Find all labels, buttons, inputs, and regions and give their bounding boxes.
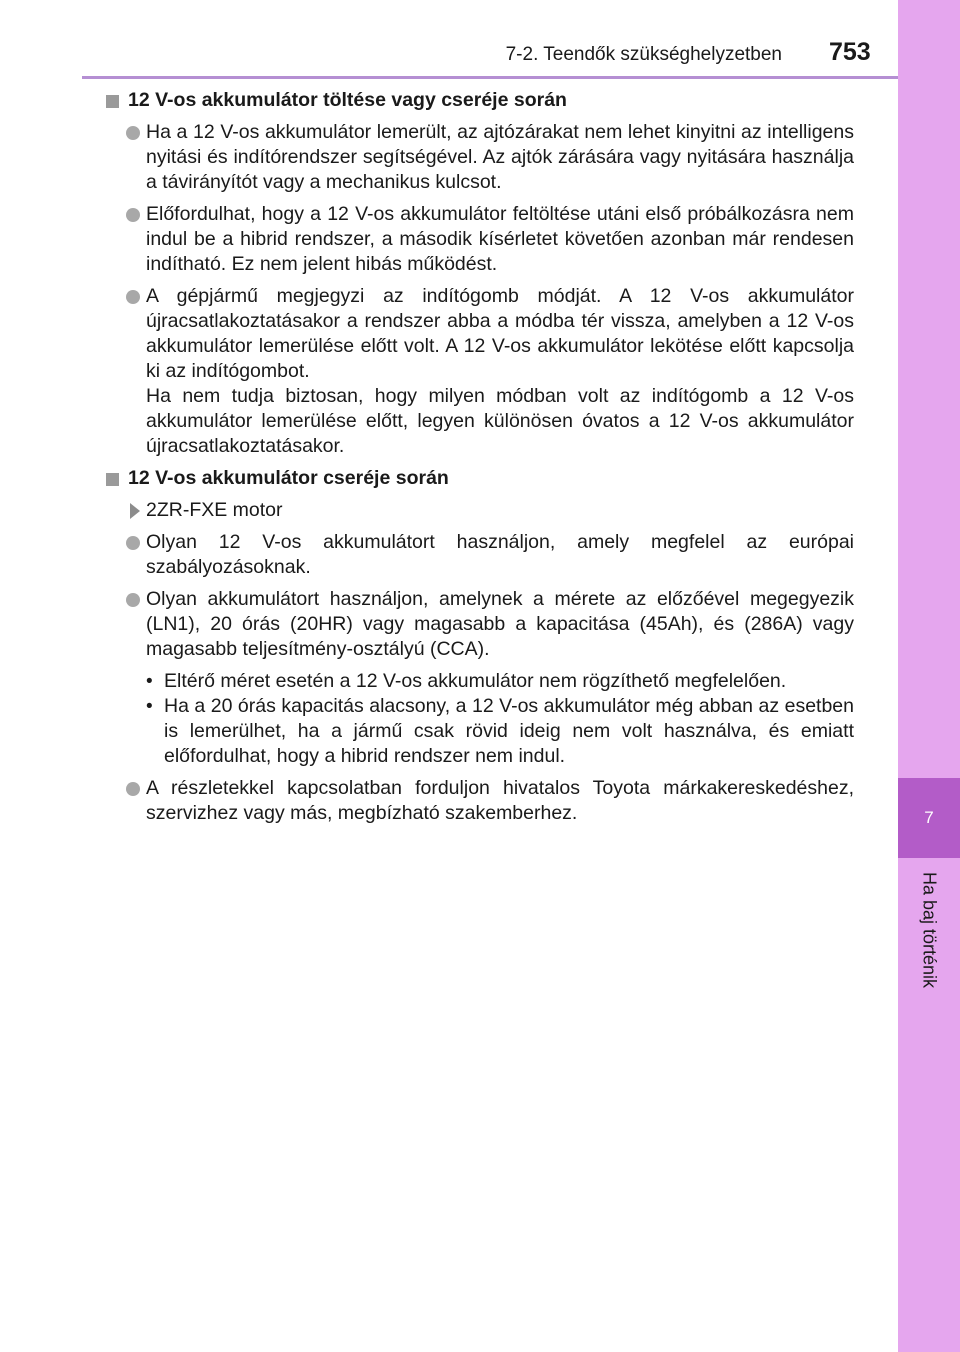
dot-bullet-icon: • bbox=[146, 671, 153, 692]
sub-list-item bbox=[104, 694, 854, 769]
sub-list-item bbox=[104, 669, 854, 694]
circle-bullet-icon bbox=[126, 782, 140, 796]
list-item bbox=[104, 587, 854, 662]
section-heading-text: 12 V-os akkumulátor töltése vagy cseréje során bbox=[128, 89, 567, 111]
section-heading bbox=[104, 88, 854, 113]
list-item bbox=[104, 202, 854, 277]
square-bullet-icon bbox=[106, 473, 119, 486]
chapter-title-tab: Ha baj történik bbox=[919, 871, 940, 989]
engine-variant-label bbox=[104, 498, 854, 523]
list-item-text: A részletekkel kapcsolatban forduljon hivatalos Toyota márkakereskedéshez, szervizhez vagy más, megbízható szakemberhez. bbox=[146, 777, 854, 824]
list-item bbox=[104, 530, 854, 580]
list-item-text: Olyan akkumulátort használjon, amelynek a mérete az előzőével megegyezik (LN1), 20 órás (20HR) vagy magasabb a kapacitása (45Ah), és (286A) vagy magasabb teljesítmény-osztályú (CCA). bbox=[146, 588, 854, 660]
circle-bullet-icon bbox=[126, 126, 140, 140]
sub-list bbox=[104, 669, 854, 769]
section-heading bbox=[104, 466, 854, 491]
list-item bbox=[104, 120, 854, 195]
circle-bullet-icon bbox=[126, 593, 140, 607]
circle-bullet-icon bbox=[126, 290, 140, 304]
list-item-text: A gépjármű megjegyzi az indítógomb módját. A 12 V-os akkumulátor újracsatlakoztatásakor a rendszer abba a módba tér vissza, amelyben a 12 V-os akkumulátor lemerülése előtt volt. A 12 V-os akkumulátor lekötése előtt kapcsolja ki az indítógombot. bbox=[146, 285, 854, 382]
sub-list-item-text: Ha a 20 órás kapacitás alacsony, a 12 V-os akkumulátor még abban az esetben is lemerülhet, ha a jármű csak rövid ideig nem volt használva, és emiatt előfordulhat, hogy a hibrid rendszer nem indul. bbox=[164, 695, 854, 767]
dot-bullet-icon: • bbox=[146, 696, 153, 717]
page-content bbox=[104, 88, 854, 833]
list-item bbox=[104, 776, 854, 826]
circle-bullet-icon bbox=[126, 536, 140, 550]
square-bullet-icon bbox=[106, 95, 119, 108]
header-divider bbox=[82, 76, 898, 79]
sub-list-item-text: Eltérő méret esetén a 12 V-os akkumulátor nem rögzíthető megfelelően. bbox=[164, 670, 787, 692]
section-heading-text: 12 V-os akkumulátor cseréje során bbox=[128, 467, 449, 489]
chapter-side-tab bbox=[898, 0, 960, 1352]
circle-bullet-icon bbox=[126, 208, 140, 222]
list-item-text: Ha a 12 V-os akkumulátor lemerült, az ajtózárakat nem lehet kinyitni az intelligens nyitási és indítórendszer segítségével. Az ajtók zárására vagy nyitására használja a távirányítót vagy a mechanikus kulcsot. bbox=[146, 121, 854, 193]
list-item-text: Olyan 12 V-os akkumulátort használjon, amely megfelel az európai szabályozásoknak. bbox=[146, 531, 854, 578]
page-header-title: 7-2. Teendők szükséghelyzetben bbox=[505, 44, 782, 65]
chapter-number-tab: 7 bbox=[898, 778, 960, 858]
arrow-right-icon bbox=[130, 503, 140, 519]
list-item-continuation: Ha nem tudja biztosan, hogy milyen módban volt az indítógomb a 12 V-os akkumulátor lemerülése előtt, legyen különösen óvatos a 12 V-os akkumulátor újracsatlakoztatásakor. bbox=[146, 385, 854, 457]
engine-variant-text: 2ZR-FXE motor bbox=[146, 499, 283, 521]
page-number: 753 bbox=[829, 38, 871, 66]
list-item-text: Előfordulhat, hogy a 12 V-os akkumulátor feltöltése utáni első próbálkozásra nem indul be a hibrid rendszer, a második kísérletet követően azonban már rendesen indítható. Ez nem jelent hibás működést. bbox=[146, 203, 854, 275]
list-item bbox=[104, 284, 854, 459]
